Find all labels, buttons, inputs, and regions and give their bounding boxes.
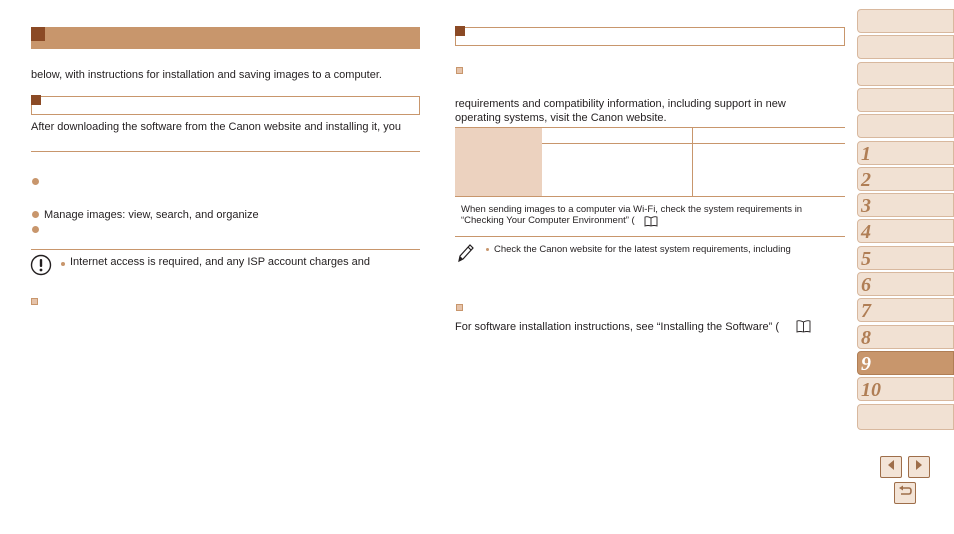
chapter-tab-label: 5 [861, 247, 871, 270]
pencil-note-icon [456, 242, 476, 264]
table-bottom-rule [455, 196, 845, 197]
chapter-tab-3[interactable] [857, 193, 954, 217]
chapter-tab-5[interactable] [857, 246, 954, 270]
prev-arrow-icon [885, 458, 897, 476]
section-header-bar [31, 27, 420, 49]
chapter-tab-4[interactable] [857, 219, 954, 243]
chapter-tab-label: 8 [861, 326, 871, 349]
chapter-tab-label: 4 [861, 221, 871, 244]
bullet-2 [32, 211, 39, 218]
bullet-text-2: Manage images: view, search, and organize [44, 209, 259, 221]
bullet-3 [32, 226, 39, 233]
chapter-tab-10[interactable] [857, 377, 954, 401]
next-page-button[interactable] [908, 456, 930, 478]
table-header-cell [455, 128, 542, 196]
prev-page-button[interactable] [880, 456, 902, 478]
section-marker-right [455, 26, 465, 36]
return-icon [898, 484, 912, 502]
subsection-marker-small [31, 298, 38, 305]
intro-text: below, with instructions for installation and saving images to a computer. [31, 69, 382, 81]
chapter-tab-blank-0[interactable] [857, 9, 954, 33]
subsection-marker [31, 95, 41, 105]
table-note-rule [455, 236, 845, 237]
requirements-text-line2: operating systems, visit the Canon website. [455, 112, 667, 124]
caution-icon [30, 254, 52, 276]
chapter-tab-label: 2 [861, 168, 871, 191]
chapter-tab-label: 3 [861, 195, 871, 218]
section-header-outline [455, 27, 845, 46]
book-ref-icon [644, 214, 658, 225]
table-col-rule [692, 128, 693, 196]
book-ref-icon [796, 320, 811, 333]
chapter-tab-6[interactable] [857, 272, 954, 296]
chapter-tab-blank-15[interactable] [857, 404, 954, 430]
bullet-1 [32, 178, 39, 185]
chapter-tab-label: 10 [861, 379, 881, 402]
chapter-tab-1[interactable] [857, 141, 954, 165]
requirements-table [455, 127, 845, 237]
subsection-header-bar [31, 96, 420, 115]
note-bullet [486, 248, 489, 251]
chapter-tab-label: 1 [861, 142, 871, 165]
subsection-marker-right-2 [456, 304, 463, 311]
note-text: Check the Canon website for the latest system requirements, including [494, 244, 791, 255]
chapter-tab-7[interactable] [857, 298, 954, 322]
requirements-text-line1: requirements and compatibility information, including support in new [455, 98, 786, 110]
chapter-tab-2[interactable] [857, 167, 954, 191]
chapter-tab-blank-2[interactable] [857, 62, 954, 86]
table-note-line1: When sending images to a computer via Wi-Fi, check the system requirements in [461, 204, 803, 215]
divider [31, 151, 420, 152]
install-text: For software installation instructions, see “Installing the Software” ( [455, 321, 780, 333]
return-button[interactable] [894, 482, 916, 504]
chapter-tab-8[interactable] [857, 325, 954, 349]
chapter-tab-label: 9 [861, 352, 871, 375]
table-note-line2: “Checking Your Computer Environment” ( [461, 215, 635, 226]
caution-divider [31, 249, 420, 250]
caution-text: Internet access is required, and any ISP account charges and [70, 256, 371, 268]
chapter-tab-blank-4[interactable] [857, 114, 954, 138]
chapter-tab-label: 6 [861, 274, 871, 296]
chapter-tab-blank-3[interactable] [857, 88, 954, 112]
next-arrow-icon [913, 458, 925, 476]
table-row-rule [542, 143, 845, 144]
section-marker [31, 27, 45, 41]
subsection-marker-right-1 [456, 67, 463, 74]
subsection-text: After downloading the software from the Canon website and installing it, you [31, 121, 401, 133]
chapter-tab-label: 7 [861, 300, 871, 323]
caution-bullet [61, 262, 65, 266]
chapter-tab-9[interactable] [857, 351, 954, 375]
chapter-tab-blank-1[interactable] [857, 35, 954, 59]
